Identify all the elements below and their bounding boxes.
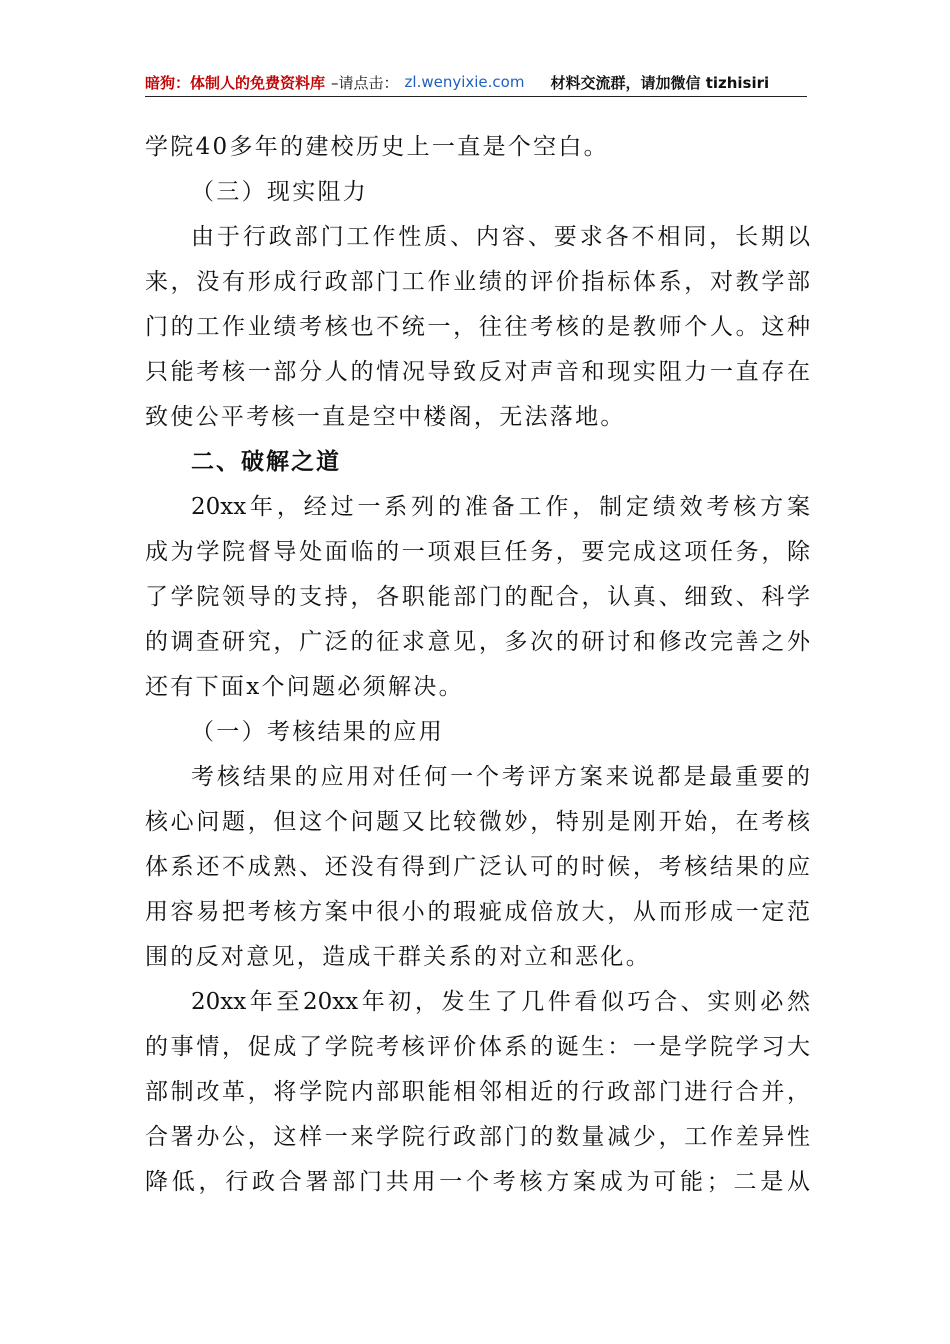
body-line: 来，没有形成行政部门工作业绩的评价指标体系，对教学部 (145, 269, 810, 295)
section-heading-3: （三）现实阻力 (191, 179, 369, 205)
body-line: 只能考核一部分人的情况导致反对声音和现实阻力一直存在 (145, 359, 810, 385)
body-line: 体系还不成熟、还没有得到广泛认可的时候，考核结果的应 (145, 854, 810, 880)
body-line: 的调查研究，广泛的征求意见，多次的研讨和修改完善之外 (145, 629, 810, 655)
body-line: 由于行政部门工作性质、内容、要求各不相同，长期以 (191, 224, 810, 250)
body-line: 的事情，促成了学院考核评价体系的诞生：一是学院学习大 (145, 1034, 810, 1060)
header-url-link[interactable]: zl.wenyixie.com (404, 73, 525, 91)
body-line: 学院40多年的建校历史上一直是个空白。 (145, 134, 609, 160)
body-line: 成为学院督导处面临的一项艰巨任务，要完成这项任务，除 (145, 539, 810, 565)
body-line: 20xx年，经过一系列的准备工作，制定绩效考核方案 (191, 494, 810, 520)
header-brand: 暗狗：体制人的免费资料库 (145, 73, 326, 92)
document-body (145, 125, 810, 1205)
header-wechat-note: 材料交流群，请加微信 tizhisiri (550, 73, 770, 92)
page-header (145, 70, 805, 94)
header-divider (145, 96, 807, 97)
section-heading-1: （一）考核结果的应用 (191, 719, 444, 745)
body-line: 了学院领导的支持，各职能部门的配合，认真、细致、科学 (145, 584, 810, 610)
body-line: 用容易把考核方案中很小的瑕疵成倍放大，从而形成一定范 (145, 899, 810, 925)
chapter-heading-2: 二、破解之道 (191, 449, 341, 475)
body-line: 还有下面x个问题必须解决。 (145, 674, 464, 700)
body-line: 围的反对意见，造成干群关系的对立和恶化。 (145, 944, 651, 970)
body-line: 合署办公，这样一来学院行政部门的数量减少，工作差异性 (145, 1124, 810, 1150)
body-line: 20xx年至20xx年初，发生了几件看似巧合、实则必然 (191, 989, 810, 1015)
body-line: 降低，行政合署部门共用一个考核方案成为可能；二是从 (145, 1169, 810, 1195)
body-line: 核心问题，但这个问题又比较微妙，特别是刚开始，在考核 (145, 809, 810, 835)
body-line: 部制改革，将学院内部职能相邻相近的行政部门进行合并， (145, 1079, 810, 1105)
body-line: 考核结果的应用对任何一个考评方案来说都是最重要的 (191, 764, 810, 790)
body-line: 致使公平考核一直是空中楼阁，无法落地。 (145, 404, 626, 430)
body-line: 门的工作业绩考核也不统一，往往考核的是教师个人。这种 (145, 314, 810, 340)
header-click-prefix: –请点击： (331, 73, 399, 92)
